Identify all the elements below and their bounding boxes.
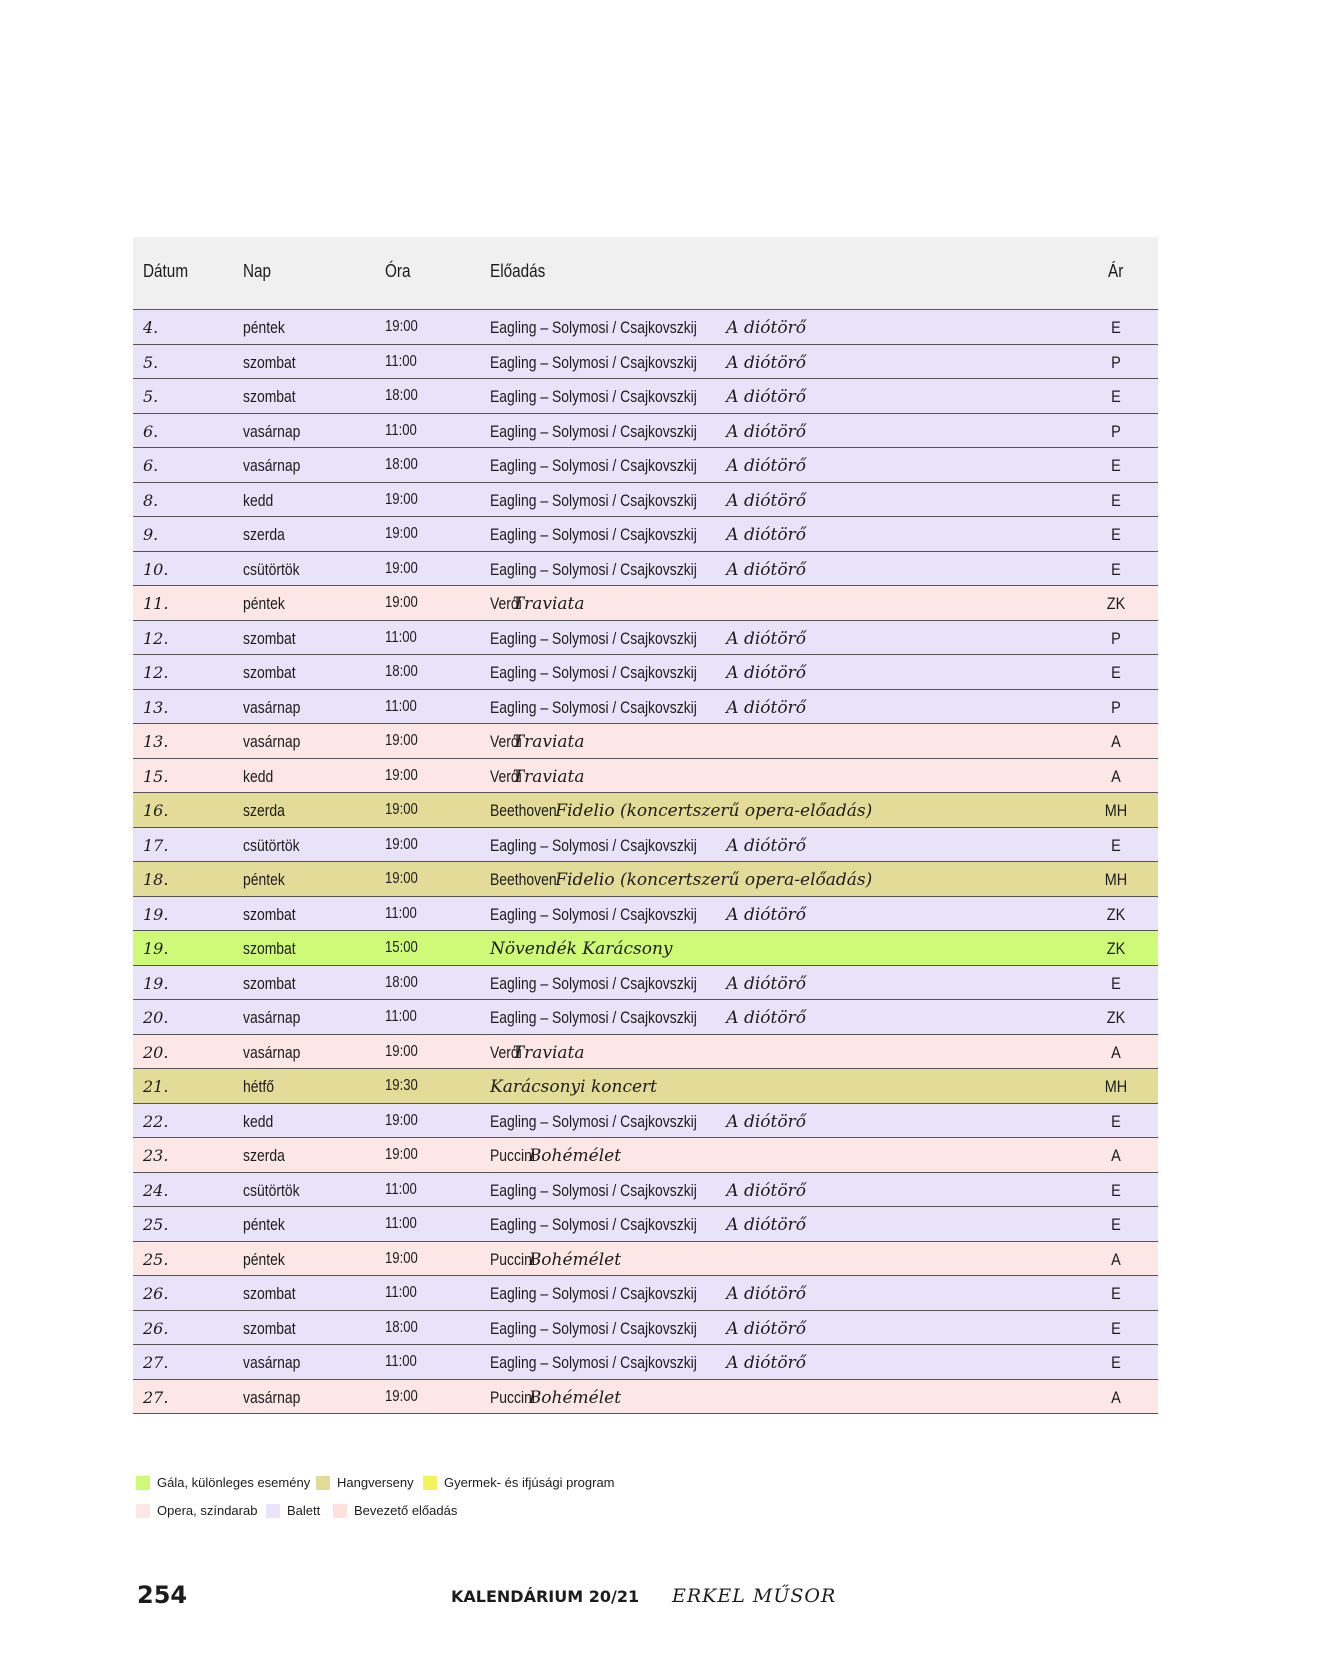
row-date: 20. xyxy=(143,1042,169,1062)
legend-label: Balett xyxy=(287,1503,321,1518)
table-row xyxy=(133,931,1158,966)
row-date: 6. xyxy=(143,456,159,475)
row-time: 19:00 xyxy=(385,732,418,749)
row-date: 12. xyxy=(143,628,169,648)
row-time: 19:00 xyxy=(385,594,418,611)
row-title: Bohémélet xyxy=(528,1146,622,1166)
table-row xyxy=(133,621,1158,656)
row-title: A diótörő xyxy=(726,421,806,442)
row-price: P xyxy=(1111,697,1121,717)
row-day: vasárnap xyxy=(243,732,301,751)
header-day: Nap xyxy=(243,261,272,281)
row-performance xyxy=(490,801,872,821)
table-body xyxy=(133,310,1158,1414)
table-row xyxy=(133,1104,1158,1139)
row-composer: Eagling – Solymosi / Csajkovszkij xyxy=(490,697,697,717)
row-date: 27. xyxy=(143,1353,169,1372)
row-composer: Puccini xyxy=(490,1146,535,1165)
row-price: A xyxy=(1111,1387,1121,1407)
row-title: A diótörő xyxy=(726,525,806,545)
row-title: A diótörő xyxy=(726,490,806,511)
row-day: hétfő xyxy=(243,1077,275,1096)
section-title: ERKEL MŰSOR xyxy=(672,1585,837,1607)
row-price: A xyxy=(1111,766,1121,786)
row-price: P xyxy=(1111,352,1121,372)
publication-title: KALENDÁRIUM 20/21 xyxy=(451,1587,640,1606)
row-date: 16. xyxy=(143,801,169,820)
legend-item-gala xyxy=(136,1475,310,1490)
row-time: 11:00 xyxy=(385,421,417,439)
legend-label: Hangverseny xyxy=(337,1475,414,1490)
row-performance xyxy=(490,1181,806,1201)
row-time: 15:00 xyxy=(385,939,418,956)
row-performance xyxy=(490,974,806,994)
legend-swatch xyxy=(316,1476,330,1490)
row-date: 22. xyxy=(143,1111,169,1131)
row-time: 19:00 xyxy=(385,490,418,508)
row-time: 11:00 xyxy=(385,1215,417,1232)
row-title: A diótörő xyxy=(726,1353,806,1373)
row-title: A diótörő xyxy=(726,318,806,338)
row-time: 19:00 xyxy=(385,559,418,577)
table-row xyxy=(133,483,1158,518)
row-price: E xyxy=(1111,456,1121,475)
legend-swatch xyxy=(136,1504,150,1518)
row-date: 21. xyxy=(143,1077,169,1096)
row-performance xyxy=(490,1353,806,1373)
header-date: Dátum xyxy=(143,261,189,281)
row-time: 19:00 xyxy=(385,1249,418,1267)
legend-label: Opera, színdarab xyxy=(157,1503,258,1518)
row-day: szombat xyxy=(243,387,296,406)
row-composer: Eagling – Solymosi / Csajkovszkij xyxy=(490,1215,697,1234)
table-row xyxy=(133,1035,1158,1070)
row-performance xyxy=(490,1319,806,1339)
row-time: 19:00 xyxy=(385,835,418,853)
row-title: A diótörő xyxy=(726,559,806,580)
row-day: vasárnap xyxy=(243,456,301,475)
row-composer: Verdi xyxy=(490,766,522,786)
row-price: A xyxy=(1111,1146,1121,1165)
row-price: E xyxy=(1111,1353,1121,1372)
table-row xyxy=(133,862,1158,897)
row-title: Növendék Karácsony xyxy=(490,939,673,959)
row-composer: Eagling – Solymosi / Csajkovszkij xyxy=(490,352,697,372)
row-performance xyxy=(490,1146,621,1166)
header-performance: Előadás xyxy=(490,261,546,281)
row-title: A diótörő xyxy=(726,1284,806,1304)
row-title: A diótörő xyxy=(726,456,806,476)
row-title: A diótörő xyxy=(726,973,806,994)
table-row xyxy=(133,1276,1158,1311)
row-composer: Eagling – Solymosi / Csajkovszkij xyxy=(490,421,697,441)
row-day: szerda xyxy=(243,525,285,544)
row-performance xyxy=(490,698,806,718)
table-row xyxy=(133,690,1158,725)
row-composer: Eagling – Solymosi / Csajkovszkij xyxy=(490,1353,697,1372)
row-composer: Beethoven xyxy=(490,801,557,820)
table-row xyxy=(133,414,1158,449)
row-time: 19:00 xyxy=(385,1146,418,1163)
row-date: 18. xyxy=(143,870,169,889)
legend-item-children xyxy=(423,1475,615,1490)
row-time: 18:00 xyxy=(385,663,418,680)
row-price: E xyxy=(1111,663,1121,682)
row-performance xyxy=(490,353,806,373)
row-title: A diótörő xyxy=(726,904,806,925)
row-price: P xyxy=(1111,628,1121,648)
row-title: A diótörő xyxy=(726,1008,806,1028)
row-composer: Verdi xyxy=(490,732,522,751)
row-date: 19. xyxy=(143,973,169,993)
table-row xyxy=(133,759,1158,794)
table-row xyxy=(133,724,1158,759)
row-date: 26. xyxy=(143,1284,169,1303)
row-performance xyxy=(490,560,806,580)
table-header xyxy=(133,237,1158,310)
row-day: péntek xyxy=(243,870,285,889)
row-day: szombat xyxy=(243,939,296,958)
row-day: csütörtök xyxy=(243,835,300,855)
row-composer: Eagling – Solymosi / Csajkovszkij xyxy=(490,559,697,579)
row-day: péntek xyxy=(243,318,285,337)
row-composer: Eagling – Solymosi / Csajkovszkij xyxy=(490,1180,697,1200)
row-price: A xyxy=(1111,732,1121,751)
row-day: kedd xyxy=(243,1111,274,1131)
row-price: ZK xyxy=(1106,1008,1126,1027)
row-time: 11:00 xyxy=(385,904,417,922)
row-price: E xyxy=(1111,1111,1121,1131)
row-title: A diótörő xyxy=(726,387,806,407)
row-time: 11:00 xyxy=(385,1284,417,1301)
row-title: A diótörő xyxy=(726,835,806,856)
row-day: szombat xyxy=(243,1284,296,1303)
row-performance xyxy=(490,939,673,959)
row-performance xyxy=(490,1284,806,1304)
row-price: A xyxy=(1111,1249,1121,1269)
legend-swatch xyxy=(136,1476,150,1490)
row-time: 18:00 xyxy=(385,387,418,404)
row-title: A diótörő xyxy=(726,628,806,649)
row-performance xyxy=(490,422,806,442)
row-time: 19:00 xyxy=(385,870,418,887)
row-time: 11:00 xyxy=(385,1180,417,1198)
row-time: 18:00 xyxy=(385,1318,418,1336)
row-date: 13. xyxy=(143,732,169,751)
row-performance xyxy=(490,525,806,545)
row-title: Traviata xyxy=(512,732,585,752)
row-performance xyxy=(490,905,806,925)
table-row xyxy=(133,379,1158,414)
row-price: ZK xyxy=(1106,904,1126,924)
table-row xyxy=(133,1345,1158,1380)
table-row xyxy=(133,655,1158,690)
row-time: 19:00 xyxy=(385,1387,418,1405)
row-price: E xyxy=(1111,973,1121,993)
row-composer: Eagling – Solymosi / Csajkovszkij xyxy=(490,318,697,337)
row-date: 25. xyxy=(143,1215,169,1234)
table-row xyxy=(133,552,1158,587)
row-title: A diótörő xyxy=(726,697,806,718)
row-date: 24. xyxy=(143,1180,169,1200)
row-price: E xyxy=(1111,1318,1121,1338)
table-row xyxy=(133,1173,1158,1208)
table-row xyxy=(133,1069,1158,1104)
legend-swatch xyxy=(423,1476,437,1490)
row-day: szombat xyxy=(243,628,296,648)
row-performance xyxy=(490,870,872,890)
row-performance xyxy=(490,629,806,649)
row-composer: Beethoven xyxy=(490,870,557,889)
row-title: Bohémélet xyxy=(528,1387,622,1408)
row-date: 13. xyxy=(143,697,169,717)
row-date: 5. xyxy=(143,387,159,406)
table-row xyxy=(133,828,1158,863)
row-time: 11:00 xyxy=(385,697,417,715)
row-day: vasárnap xyxy=(243,421,301,441)
row-date: 5. xyxy=(143,352,159,372)
row-title: A diótörő xyxy=(726,1180,806,1201)
row-composer: Eagling – Solymosi / Csajkovszkij xyxy=(490,663,697,682)
row-date: 20. xyxy=(143,1008,169,1027)
page-number: 254 xyxy=(137,1581,188,1609)
legend-item-ballet xyxy=(266,1503,320,1518)
row-day: vasárnap xyxy=(243,1008,301,1027)
legend-item-opera xyxy=(136,1503,257,1518)
row-title: A diótörő xyxy=(726,352,806,373)
row-composer: Eagling – Solymosi / Csajkovszkij xyxy=(490,387,697,406)
row-date: 19. xyxy=(143,904,169,924)
row-composer: Eagling – Solymosi / Csajkovszkij xyxy=(490,1284,697,1303)
row-price: ZK xyxy=(1106,594,1126,613)
row-price: E xyxy=(1111,1284,1121,1303)
row-title: Fidelio (koncertszerű opera-előadás) xyxy=(555,870,873,890)
legend-label: Gála, különleges esemény xyxy=(157,1475,311,1490)
row-time: 19:00 xyxy=(385,525,418,542)
row-performance xyxy=(490,836,806,856)
row-performance xyxy=(490,387,806,407)
header-price: Ár xyxy=(1108,261,1124,281)
row-date: 23. xyxy=(143,1146,169,1165)
row-time: 19:00 xyxy=(385,801,418,818)
row-title: Traviata xyxy=(512,1042,585,1063)
row-date: 9. xyxy=(143,525,159,544)
table-row xyxy=(133,1242,1158,1277)
row-price: A xyxy=(1111,1042,1121,1062)
row-day: péntek xyxy=(243,1215,285,1234)
row-day: szombat xyxy=(243,352,296,372)
row-title: A diótörő xyxy=(726,1215,806,1235)
table-row xyxy=(133,966,1158,1001)
row-date: 15. xyxy=(143,766,169,786)
row-date: 19. xyxy=(143,939,169,958)
row-price: MH xyxy=(1104,1077,1128,1096)
row-price: P xyxy=(1111,421,1121,441)
legend-label: Gyermek- és ifjúsági program xyxy=(444,1475,615,1490)
row-performance xyxy=(490,767,585,787)
table-row xyxy=(133,793,1158,828)
table-row xyxy=(133,345,1158,380)
row-price: MH xyxy=(1104,801,1128,820)
row-day: kedd xyxy=(243,766,274,786)
row-day: kedd xyxy=(243,490,274,510)
table-row xyxy=(133,1207,1158,1242)
row-date: 17. xyxy=(143,835,169,855)
row-title: A diótörő xyxy=(726,663,806,683)
legend-item-intro xyxy=(333,1503,457,1518)
row-time: 19:00 xyxy=(385,766,418,784)
row-time: 19:00 xyxy=(385,1111,418,1129)
row-day: péntek xyxy=(243,594,285,613)
row-price: E xyxy=(1111,559,1121,579)
row-composer: Eagling – Solymosi / Csajkovszkij xyxy=(490,628,697,648)
row-performance xyxy=(490,594,585,614)
row-date: 6. xyxy=(143,421,159,441)
row-price: ZK xyxy=(1106,939,1126,958)
legend-label: Bevezető előadás xyxy=(354,1503,458,1518)
row-performance xyxy=(490,663,806,683)
row-day: vasárnap xyxy=(243,1353,301,1372)
row-performance xyxy=(490,491,806,511)
header-time: Óra xyxy=(385,261,411,281)
table-row xyxy=(133,586,1158,621)
row-date: 27. xyxy=(143,1387,169,1407)
table-row xyxy=(133,897,1158,932)
row-price: E xyxy=(1111,387,1121,406)
row-date: 4. xyxy=(143,318,159,337)
row-time: 18:00 xyxy=(385,456,418,473)
row-day: szombat xyxy=(243,904,296,924)
row-time: 11:00 xyxy=(385,1008,417,1025)
row-composer: Eagling – Solymosi / Csajkovszkij xyxy=(490,1008,697,1027)
row-price: MH xyxy=(1104,870,1128,889)
row-day: vasárnap xyxy=(243,1387,301,1407)
row-date: 8. xyxy=(143,490,159,510)
row-performance xyxy=(490,1250,621,1270)
row-price: E xyxy=(1111,490,1121,510)
row-title: Traviata xyxy=(512,594,585,614)
row-time: 11:00 xyxy=(385,1353,417,1370)
row-day: szombat xyxy=(243,973,296,993)
row-time: 19:30 xyxy=(385,1077,418,1094)
row-price: E xyxy=(1111,1215,1121,1234)
row-title: Bohémélet xyxy=(528,1249,622,1270)
legend-item-concert xyxy=(316,1475,414,1490)
row-price: E xyxy=(1111,525,1121,544)
row-composer: Eagling – Solymosi / Csajkovszkij xyxy=(490,1111,697,1131)
row-performance xyxy=(490,318,806,338)
row-time: 19:00 xyxy=(385,1042,418,1060)
row-composer: Eagling – Solymosi / Csajkovszkij xyxy=(490,490,697,510)
row-date: 10. xyxy=(143,559,169,579)
row-day: szerda xyxy=(243,1146,285,1165)
row-performance xyxy=(490,1388,621,1408)
row-time: 18:00 xyxy=(385,973,418,991)
row-performance xyxy=(490,456,806,476)
row-composer: Eagling – Solymosi / Csajkovszkij xyxy=(490,835,697,855)
row-price: E xyxy=(1111,1180,1121,1200)
row-date: 25. xyxy=(143,1249,169,1269)
row-performance xyxy=(490,1112,806,1132)
row-composer: Verdi xyxy=(490,594,522,613)
row-time: 19:00 xyxy=(385,318,418,335)
table-row xyxy=(133,1380,1158,1415)
table-row xyxy=(133,1311,1158,1346)
schedule-table xyxy=(133,237,1158,1414)
row-time: 11:00 xyxy=(385,352,417,370)
row-composer: Eagling – Solymosi / Csajkovszkij xyxy=(490,973,697,993)
row-composer: Eagling – Solymosi / Csajkovszkij xyxy=(490,904,697,924)
legend-swatch xyxy=(333,1504,347,1518)
row-title: Traviata xyxy=(512,766,585,787)
row-day: szerda xyxy=(243,801,285,820)
row-day: vasárnap xyxy=(243,1042,301,1062)
row-day: péntek xyxy=(243,1249,285,1269)
row-date: 26. xyxy=(143,1318,169,1338)
row-composer: Eagling – Solymosi / Csajkovszkij xyxy=(490,525,697,544)
row-day: szombat xyxy=(243,663,296,682)
row-performance xyxy=(490,732,585,752)
row-day: csütörtök xyxy=(243,559,300,579)
row-title: A diótörő xyxy=(726,1318,806,1339)
row-composer: Eagling – Solymosi / Csajkovszkij xyxy=(490,1318,697,1338)
row-date: 12. xyxy=(143,663,169,682)
row-day: szombat xyxy=(243,1318,296,1338)
row-title: A diótörő xyxy=(726,1111,806,1132)
row-composer: Eagling – Solymosi / Csajkovszkij xyxy=(490,456,697,475)
row-price: E xyxy=(1111,318,1121,337)
table-row xyxy=(133,448,1158,483)
table-row xyxy=(133,310,1158,345)
table-row xyxy=(133,1000,1158,1035)
row-date: 11. xyxy=(143,594,169,613)
row-title: Karácsonyi koncert xyxy=(490,1077,657,1097)
row-performance xyxy=(490,1008,806,1028)
row-composer: Verdi xyxy=(490,1042,522,1062)
row-day: csütörtök xyxy=(243,1180,300,1200)
row-performance xyxy=(490,1077,657,1097)
legend-swatch xyxy=(266,1504,280,1518)
row-price: E xyxy=(1111,835,1121,855)
row-performance xyxy=(490,1215,806,1235)
row-time: 11:00 xyxy=(385,628,417,646)
row-composer: Puccini xyxy=(490,1387,535,1407)
row-performance xyxy=(490,1043,585,1063)
table-row xyxy=(133,1138,1158,1173)
row-composer: Puccini xyxy=(490,1249,535,1269)
table-row xyxy=(133,517,1158,552)
row-day: vasárnap xyxy=(243,697,301,717)
row-title: Fidelio (koncertszerű opera-előadás) xyxy=(555,801,873,821)
